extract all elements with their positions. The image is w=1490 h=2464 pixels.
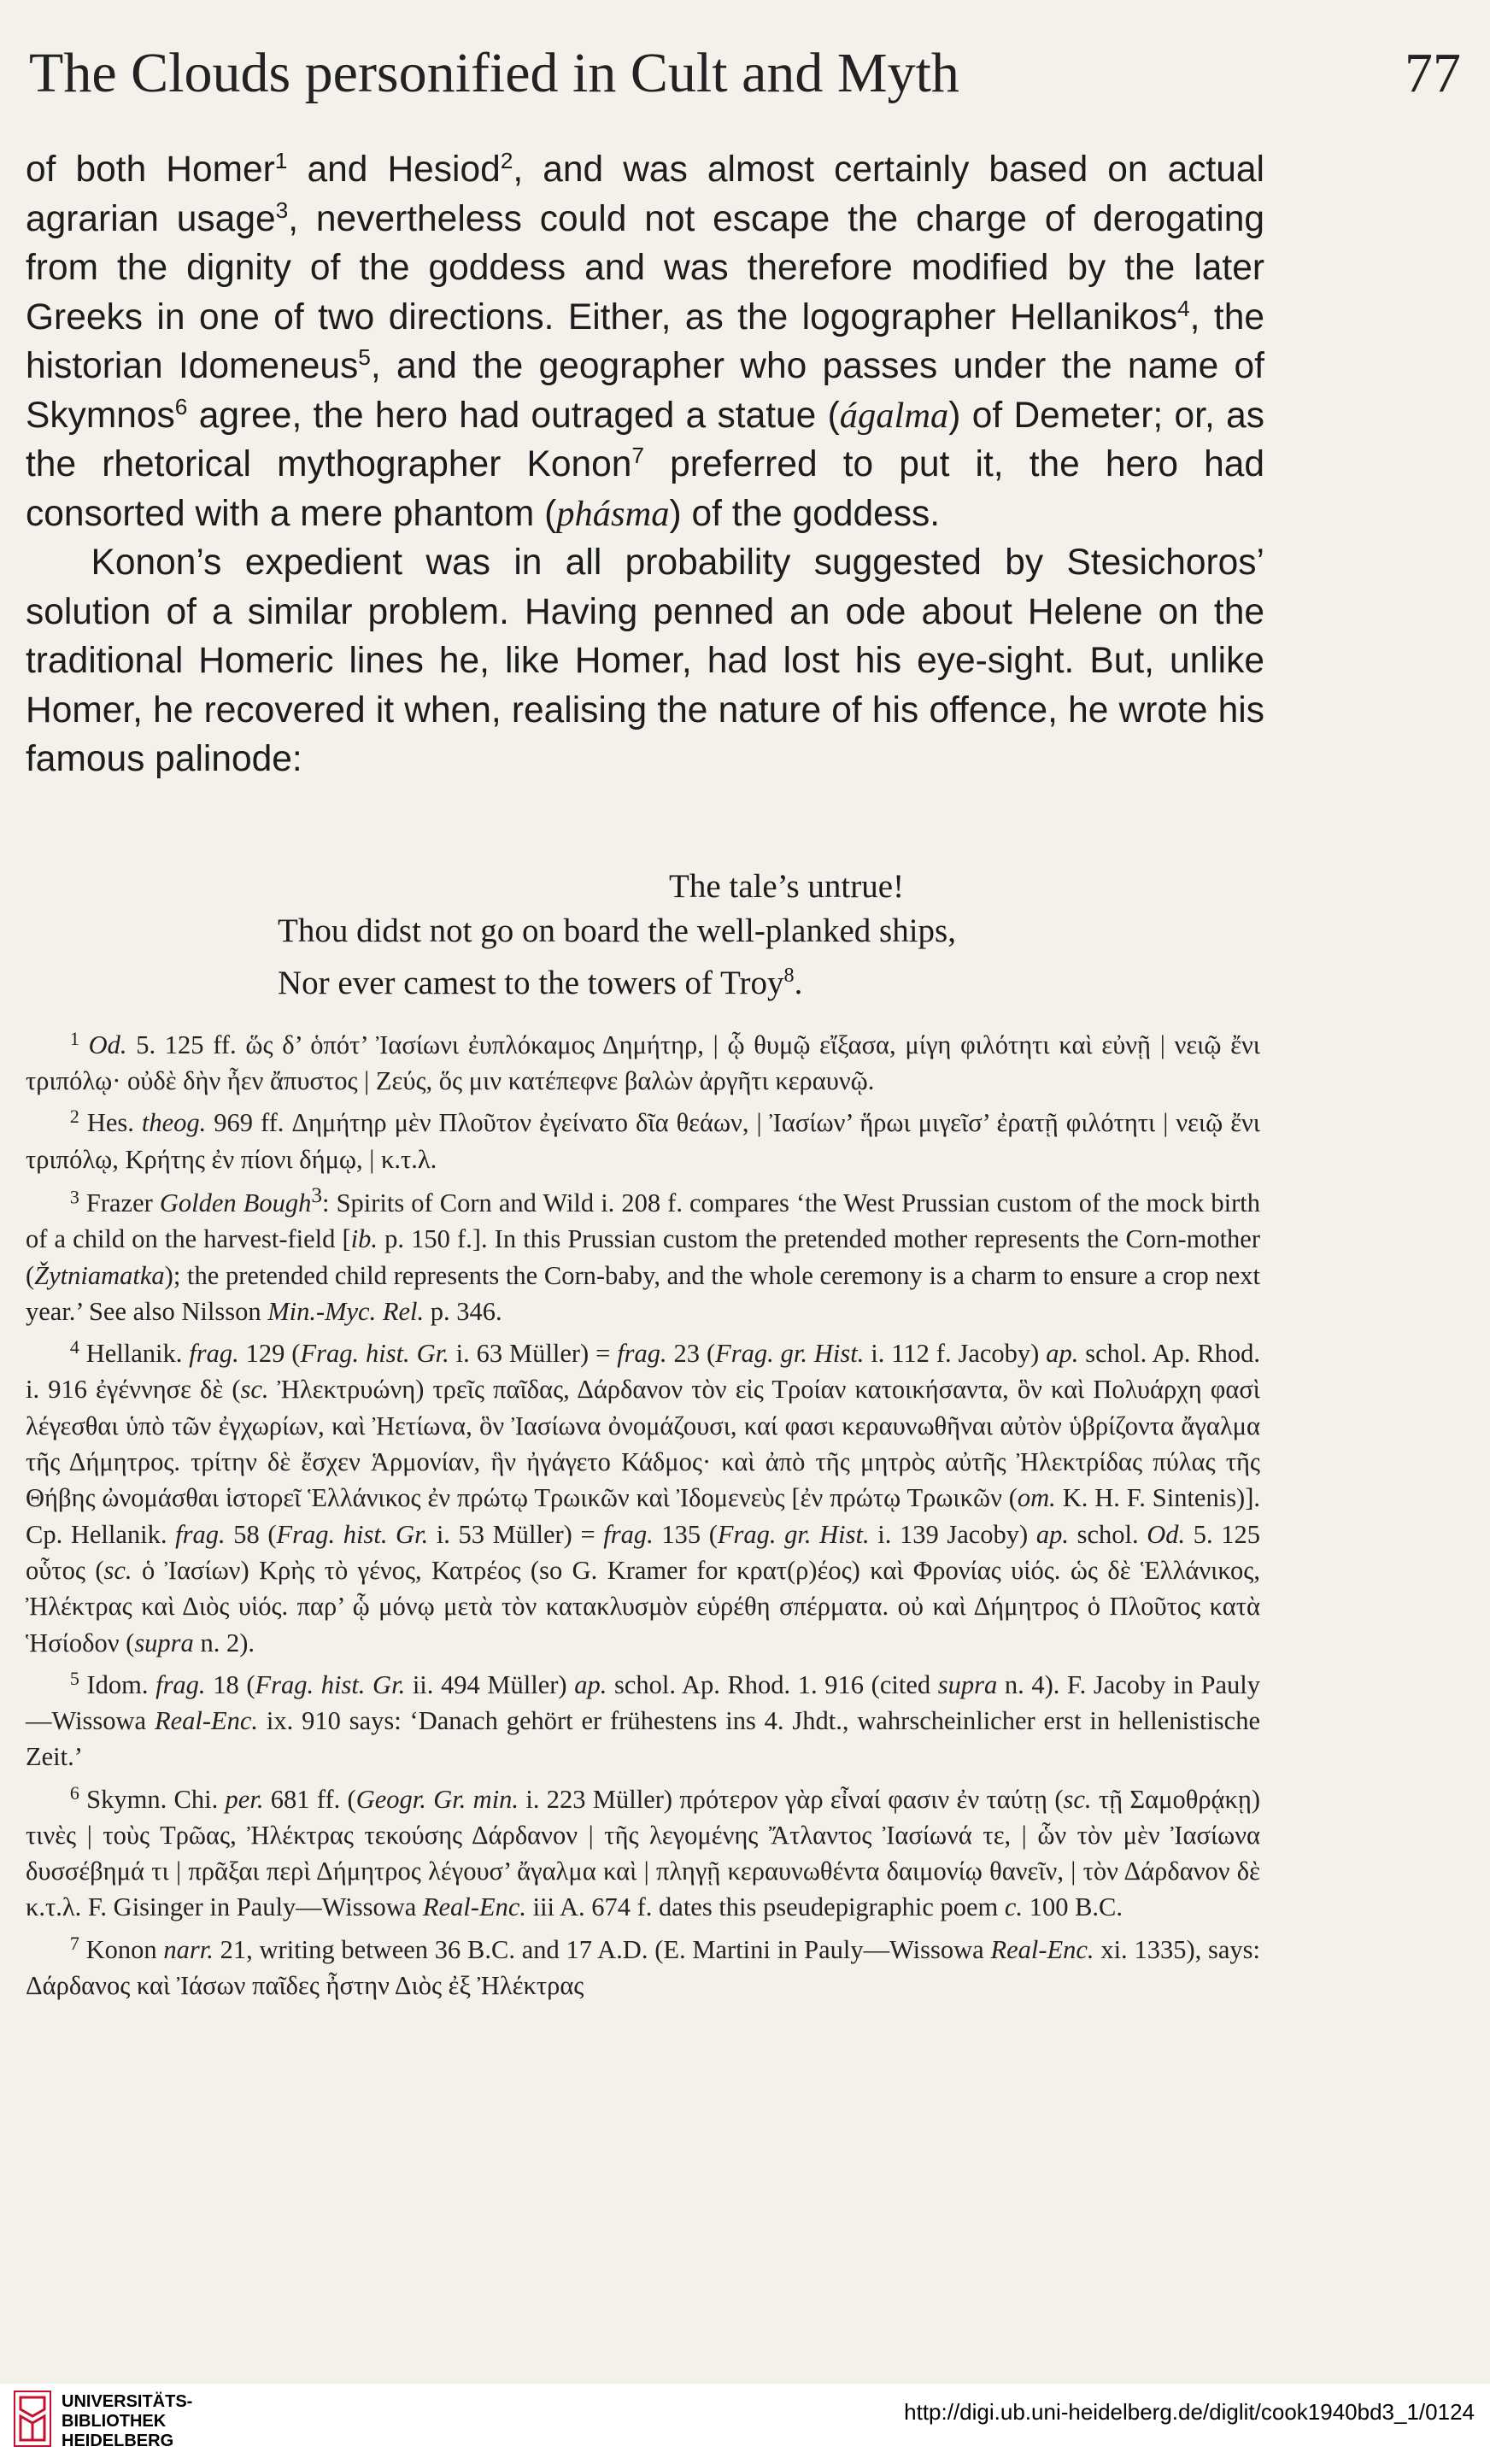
- text-run: schol. Ap. Rhod. i. 916 ἐγέννησε δὲ (: [26, 1339, 1260, 1405]
- italic-term: ib.: [350, 1224, 378, 1254]
- italic-term: Real-Enc.: [154, 1706, 259, 1735]
- footnote-ref: 5: [358, 343, 371, 370]
- verse-line-1: The tale’s untrue!: [669, 868, 905, 905]
- italic-term: Frag. hist. Gr.: [300, 1339, 449, 1369]
- text-run: 135 (: [653, 1519, 718, 1549]
- text-run: of both Homer: [26, 150, 275, 190]
- footnote-number: 2: [69, 1106, 79, 1128]
- italic-term: ágalma: [839, 395, 949, 436]
- italic-term: Žytniamatka: [34, 1260, 165, 1290]
- text-run: Frazer: [79, 1188, 160, 1218]
- text-run: ) of the goddess.: [669, 493, 941, 534]
- source-url-link[interactable]: http://digi.ub.uni-heidelberg.de/diglit/cook1940bd3_1/0124: [904, 2399, 1475, 2425]
- text-run: [79, 1030, 89, 1059]
- text-run: , and the geographer who passes under the name of Skymnos: [26, 346, 1264, 436]
- text-run: ὁ Ἰασίων) Κρὴς τὸ γένος, Κατρέος (so G. Kramer for κρατ(ρ)έος) καὶ Φρονίας υἱός. ὡς δὲ Ἑλλάνικος, Ἠλέκτρας καὶ Διὸς υἱός. παρ’ ᾧ μόνῳ μετὰ τὸν κατακλυσμὸν εὑρέθη σπέρματα. οὐ καὶ Δήμητρος ὁ Πλοῦτος κατὰ Ἡσίοδον (: [26, 1555, 1260, 1657]
- italic-term: ap.: [1035, 1519, 1069, 1549]
- edition-superscript: 3: [311, 1182, 323, 1207]
- text-run: τῇ Σαμοθρᾴκῃ) τινὲς | τοὺς Τρῶας, Ἠλέκτρας τεκούσης Δάρδανον | τῆς λεγομένης Ἄτλαντος Ἰασίωνά τε, | ὧν τὸν μὲν Ἰασίωνα δυσσέβημά τι | πρᾶξαι περὶ Δήμητρος λέγουσ’ ἄγαλμα καὶ | πληγῇ κεραυνωθέντα δαιμονίῳ θανεῖν, | τὸν Δάρδανον δὲ κ.τ.λ. F. Gisinger in Pauly—Wissowa: [26, 1784, 1260, 1922]
- text-run: i. 63 Müller) =: [449, 1339, 618, 1369]
- footnotes: [26, 1021, 1260, 2003]
- italic-term: supra: [134, 1628, 194, 1657]
- italic-term: c.: [1004, 1892, 1024, 1922]
- main-text: [26, 145, 1264, 784]
- text-run: Hellanik.: [79, 1339, 190, 1369]
- italic-term: Geogr. Gr. min.: [355, 1784, 519, 1814]
- italic-term: Od.: [88, 1030, 127, 1059]
- footnote-number: 4: [69, 1336, 79, 1358]
- footnote-ref: 6: [174, 393, 188, 419]
- italic-term: Real-Enc.: [422, 1892, 526, 1922]
- text-run: 23 (: [666, 1339, 716, 1369]
- footnote-4: [26, 1329, 1260, 1661]
- italic-term: Golden Bough: [159, 1188, 312, 1218]
- verse-line-3: [278, 953, 802, 1006]
- italic-term: ap.: [574, 1669, 607, 1699]
- text-run: i. 53 Müller) =: [428, 1519, 604, 1549]
- italic-term: phásma: [556, 493, 670, 534]
- text-run: , and was almost certainly based on actual agrarian usage: [26, 150, 1264, 239]
- verse-line-2: Thou didst not go on board the well-planked ships,: [278, 912, 956, 949]
- footnote-number: 7: [69, 1932, 79, 1954]
- italic-term: ap.: [1046, 1339, 1079, 1369]
- text-run: Nor ever camest to the towers of Troy: [278, 965, 784, 1001]
- text-run: xi. 1335), says: Δάρδανος καὶ Ἰάσων παῖδες ἦστην Διὸς ἐξ Ἠλέκτρας: [26, 1934, 1260, 2000]
- library-name-line: BIBLIOTHEK: [62, 2412, 167, 2431]
- text-run: schol. Ap. Rhod. 1. 916 (cited: [607, 1669, 938, 1699]
- footnote-ref: 1: [274, 147, 288, 173]
- library-logo-icon: [14, 2391, 51, 2447]
- italic-term: sc.: [103, 1555, 132, 1585]
- italic-term: sc.: [240, 1375, 269, 1405]
- text-run: and Hesiod: [287, 150, 501, 190]
- text-run: schol.: [1068, 1519, 1147, 1549]
- italic-term: theog.: [141, 1108, 207, 1138]
- italic-term: Min.-Myc. Rel.: [267, 1296, 425, 1326]
- text-run: 100 B.C.: [1023, 1892, 1123, 1922]
- library-name-line: UNIVERSITÄTS-: [62, 2392, 193, 2411]
- footnote-5: [26, 1661, 1260, 1775]
- italic-term: frag.: [155, 1669, 206, 1699]
- library-name: [62, 2392, 192, 2451]
- text-run: Ἠλεκτρυώνη) τρεῖς παῖδας, Δάρδανον τὸν εἰς Τροίαν κατοικήσαντα, ὃν καὶ Πολυάρχη φασὶ λέγεσθαι ὑπὸ τῶν ἐγχωρίων, καὶ Ἠετίωνα, ὃν Ἰασίωνα ὀνομάζουσι, καί φασι κεραυνωθῆναι αὐτὸν ὑβρίζοντα ἄγαλμα τῆς Δήμητρος. τρίτην δὲ ἔσχεν Ἁρμονίαν, ἣν ἠγάγετο Κάδμος· καὶ ἀπὸ τῆς μητρὸς αὐτῆς Ἠλεκτρίδας πύλας τῆς Θήβης ὠνομάσθαι ἱστορεῖ Ἑλλάνικος ἐν πρώτῳ Τρωικῶν καὶ Ἰδομενεὺς [ἐν πρώτῳ Τρωικῶν (: [26, 1375, 1260, 1513]
- text-run: : Spirits of Corn and Wild i. 208 f. compares ‘the West Prussian custom of the mock birth of a child on the harvest-field [: [26, 1188, 1260, 1254]
- text-run: ) of Demeter; or, as the rhetorical mythographer Konon: [26, 395, 1264, 484]
- text-run: 129 (: [238, 1339, 301, 1369]
- text-run: Idom.: [79, 1669, 156, 1699]
- footnote-2: [26, 1099, 1260, 1176]
- text-run: ); the pretended child represents the Corn-baby, and the whole ceremony is a charm to ensure a crop next year.’ See also Nilsson: [26, 1260, 1260, 1326]
- text-run: Hes.: [79, 1108, 142, 1138]
- text-run: 5. 125 οὗτος (: [26, 1519, 1260, 1585]
- text-run: 58 (: [225, 1519, 277, 1549]
- footnote-number: 3: [69, 1186, 79, 1208]
- text-run: p. 150 f.]. In this Prussian custom the pretended mother represents the Corn-mother (: [26, 1224, 1260, 1290]
- text-run: .: [794, 965, 803, 1001]
- text-run: n. 2).: [193, 1628, 255, 1657]
- italic-term: Real-Enc.: [990, 1934, 1094, 1964]
- running-header: [29, 41, 1461, 118]
- text-run: i. 139 Jacoby): [869, 1519, 1036, 1549]
- library-name-line: HEIDELBERG: [62, 2432, 174, 2450]
- italic-term: per.: [225, 1784, 264, 1814]
- footnote-6: [26, 1775, 1260, 1926]
- footnote-ref: 2: [500, 147, 513, 173]
- footnote-number: 5: [69, 1667, 79, 1689]
- italic-term: narr.: [163, 1934, 214, 1964]
- italic-term: om.: [1017, 1483, 1056, 1513]
- paragraph-2: Konon’s expedient was in all probability suggested by Stesichoros’ solution of a similar problem. Having penned an ode about Helene on the traditional Homeric lines he, like Homer, had lost his eye-sight. But, unlike Homer, he recovered it when, realising the nature of his offence, he wrote his famous palinode:: [26, 543, 1264, 779]
- italic-term: supra: [937, 1669, 998, 1699]
- footnote-ref: 7: [631, 442, 645, 468]
- italic-term: Frag. hist. Gr.: [276, 1519, 429, 1549]
- text-run: preferred to put it, the hero had consorted with a mere phantom (: [26, 444, 1264, 534]
- footnote-number: 1: [69, 1028, 79, 1049]
- text-run: 969 ff. Δημήτηρ μὲν Πλοῦτον ἐγείνατο δῖα θεάων, | Ἰασίων’ ἥρωι μιγεῖσ’ ἐρατῇ φιλότητι | νειῷ ἔνι τριπόλῳ, Κρήτης ἐν πίονι δήμῳ, | κ.τ.λ.: [26, 1108, 1260, 1174]
- footnote-ref: 8: [783, 964, 795, 987]
- text-run: i. 112 f. Jacoby): [864, 1339, 1047, 1369]
- italic-term: frag.: [175, 1519, 226, 1549]
- page-number: 77: [1405, 42, 1461, 104]
- text-run: i. 223 Müller) πρότερον γὰρ εἶναί φασιν ἐν ταύτῃ (: [519, 1784, 1064, 1814]
- paragraph-1: [26, 145, 1264, 538]
- text-run: p. 346.: [424, 1296, 502, 1326]
- running-title: The Clouds personified in Cult and Myth: [29, 42, 959, 104]
- footnote-7: [26, 1926, 1260, 2003]
- italic-term: Od.: [1147, 1519, 1186, 1549]
- text-run: agree, the hero had outraged a statue (: [187, 395, 840, 436]
- text-run: Skymn. Chi.: [79, 1784, 226, 1814]
- text-run: 5. 125 ff. ὥς δ’ ὁπότ’ Ἰασίωνι ἐυπλόκαμος Δημήτηρ, | ᾧ θυμῷ εἴξασα, μίγη φιλότητι καὶ εὐνῇ | νειῷ ἔνι τριπόλῳ· οὐδὲ δὴν ἦεν ἄπυστος | Ζεύς, ὅς μιν κατέπεφνε βαλὼν ἀργῆτι κεραυνῷ.: [26, 1030, 1260, 1096]
- italic-term: Frag. gr. Hist.: [717, 1519, 870, 1549]
- text-run: ii. 494 Müller): [405, 1669, 575, 1699]
- text-run: 681 ff. (: [263, 1784, 356, 1814]
- text-run: iii A. 674 f. dates this pseudepigraphic poem: [525, 1892, 1005, 1922]
- text-run: , the historian Idomeneus: [26, 296, 1265, 386]
- text-run: 18 (: [205, 1669, 255, 1699]
- text-run: 21, writing between 36 B.C. and 17 A.D. (E. Martini in Pauly—Wissowa: [213, 1934, 991, 1964]
- text-run: , nevertheless could not escape the charge of derogating from the dignity of the goddess and was therefore modified by the later Greeks in one of two directions. Either, as the logographer Hellanikos: [26, 198, 1264, 337]
- italic-term: Frag. gr. Hist.: [715, 1339, 865, 1369]
- footnote-ref: 3: [275, 197, 289, 223]
- footnote-number: 6: [69, 1781, 79, 1804]
- footnote-ref: 4: [1177, 295, 1190, 321]
- footnote-1: [26, 1021, 1260, 1099]
- italic-term: frag.: [189, 1339, 239, 1369]
- italic-term: sc.: [1063, 1784, 1092, 1814]
- text-run: K. H. F. Sintenis)]. Cp. Hellanik.: [26, 1483, 1260, 1549]
- footnote-3: [26, 1177, 1260, 1329]
- italic-term: Frag. hist. Gr.: [255, 1669, 406, 1699]
- text-run: Konon: [79, 1934, 164, 1964]
- text-run: n. 4). F. Jacoby in Pauly—Wissowa: [26, 1669, 1260, 1735]
- italic-term: frag.: [603, 1519, 654, 1549]
- italic-term: frag.: [617, 1339, 667, 1369]
- text-run: ix. 910 says: ‘Danach gehört er frühestens ins 4. Jhdt., wahrscheinlicher erst in hellenistische Zeit.’: [26, 1706, 1260, 1772]
